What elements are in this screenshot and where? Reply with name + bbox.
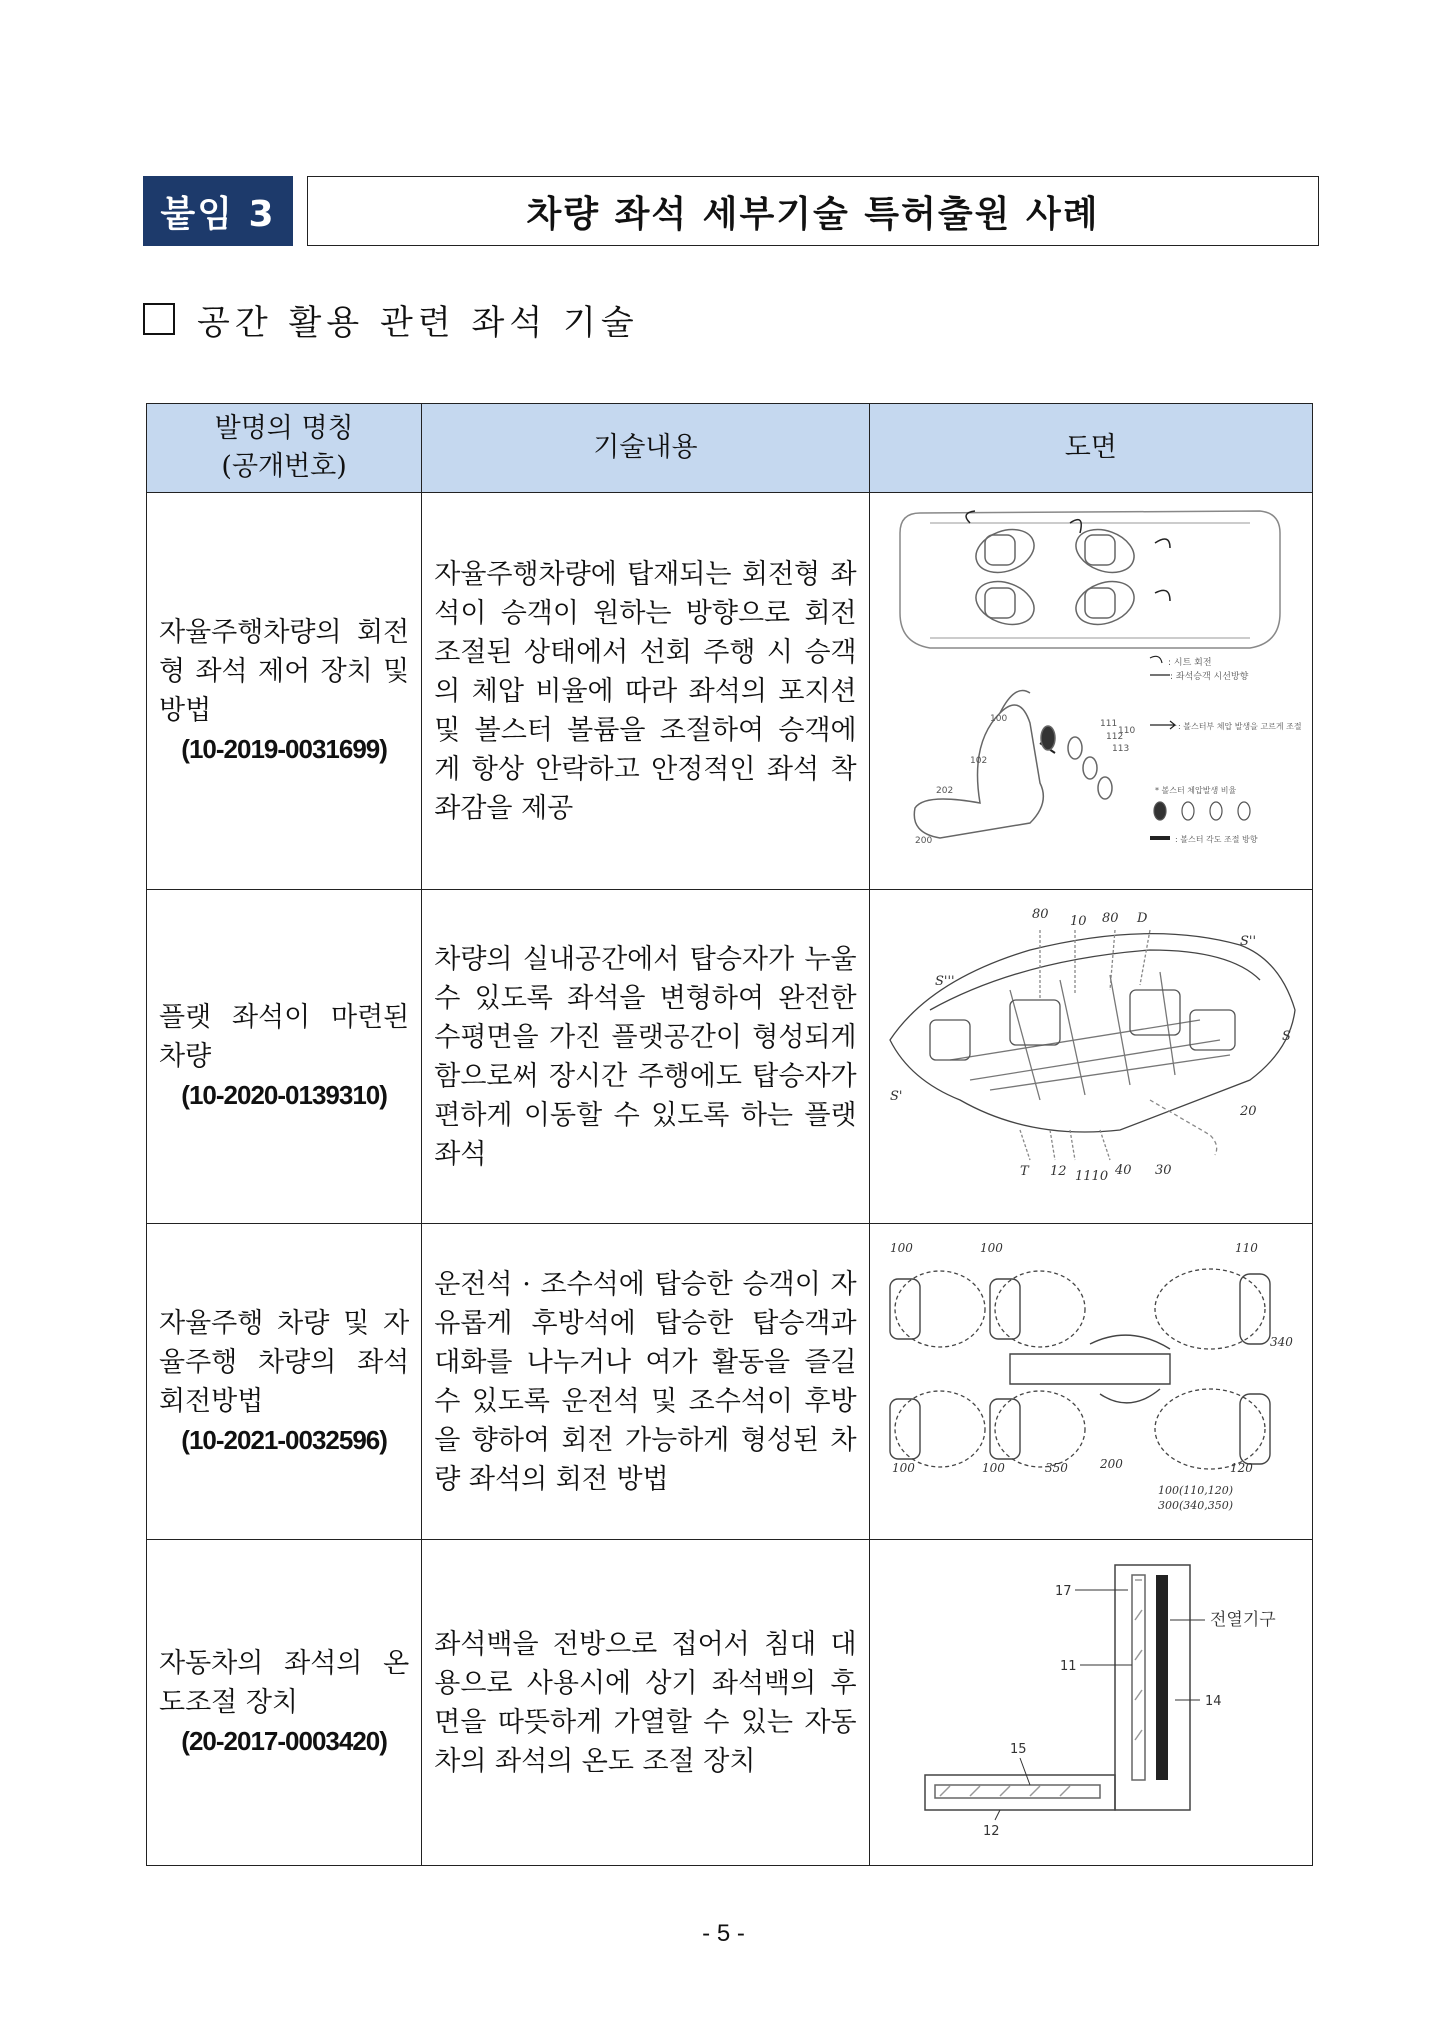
publication-number: (20-2017-0003420) — [181, 1726, 387, 1756]
svg-text:80: 80 — [1031, 907, 1049, 922]
section-title: 공간 활용 관련 좌석 기술 — [197, 302, 639, 343]
svg-text:110: 110 — [1234, 1241, 1258, 1255]
svg-text:12: 12 — [982, 1824, 1000, 1839]
invention-name: 자동차의 좌석의 온도조절 장치 (20-2017-0003420) — [147, 1540, 422, 1866]
svg-text:202: 202 — [935, 786, 953, 796]
svg-text:100: 100 — [979, 1241, 1003, 1255]
svg-text:15: 15 — [1009, 1742, 1027, 1757]
table-row — [147, 890, 1313, 1224]
invention-name: 플랫 좌석이 마련된 차량 (10-2020-0139310) — [147, 890, 422, 1224]
svg-text:T: T — [1019, 1164, 1029, 1179]
svg-text:30: 30 — [1154, 1163, 1172, 1178]
svg-text:: 좌석승객 시선방향: : 좌석승객 시선방향 — [1169, 672, 1248, 682]
svg-text:80: 80 — [1101, 911, 1119, 926]
svg-text:11: 11 — [1059, 1659, 1077, 1674]
svg-text:S'': S'' — [1239, 934, 1256, 949]
svg-text:120: 120 — [1229, 1461, 1253, 1475]
checkbox-icon — [143, 303, 175, 335]
patent-drawing — [869, 493, 1312, 890]
svg-text:100: 100 — [889, 1241, 913, 1255]
invention-name: 자율주행 차량 및 자율주행 차량의 좌석 회전방법 (10-2021-0032596) — [147, 1224, 422, 1540]
seat-heater-drawing-icon — [870, 1540, 1313, 1865]
table-header-row — [147, 404, 1313, 493]
svg-text:300(340,350): 300(340,350) — [1157, 1499, 1233, 1512]
svg-text:112: 112 — [1105, 732, 1123, 742]
svg-text:: 볼스터 각도 조절 방향: : 볼스터 각도 조절 방향 — [1174, 835, 1258, 844]
svg-text:S: S — [1281, 1029, 1291, 1044]
svg-text:350: 350 — [1044, 1461, 1068, 1475]
svg-text:14: 14 — [1204, 1694, 1222, 1709]
patent-drawing — [869, 1540, 1312, 1866]
header-drawing: 도면 — [869, 404, 1312, 493]
svg-text:17: 17 — [1054, 1584, 1072, 1599]
tech-description: 좌석백을 전방으로 접어서 침대 대용으로 사용시에 상기 좌석백의 후면을 따뜻하게 가열할 수 있는 자동차의 좌석의 온도 조절 장치 — [422, 1540, 869, 1866]
page-number: - 5 - — [702, 1920, 745, 1947]
section-heading — [143, 294, 639, 344]
svg-text:D: D — [1136, 911, 1148, 926]
header-name: 발명의 명칭 (공개번호) — [147, 404, 422, 493]
publication-number: (10-2020-0139310) — [181, 1080, 387, 1110]
svg-text:12: 12 — [1049, 1164, 1067, 1179]
patent-table — [146, 403, 1313, 1866]
svg-text:S''': S''' — [934, 974, 955, 989]
table-row — [147, 493, 1313, 890]
svg-text:: 시트 회전: : 시트 회전 — [1167, 658, 1212, 668]
svg-text:전열기구: 전열기구 — [1209, 1610, 1276, 1630]
svg-text:200: 200 — [1099, 1457, 1123, 1471]
svg-text:340: 340 — [1269, 1335, 1293, 1349]
appendix-tag: 붙임 3 — [143, 176, 293, 246]
svg-text:40: 40 — [1114, 1163, 1132, 1178]
publication-number: (10-2021-0032596) — [181, 1424, 387, 1455]
rotating-seat-drawing-icon — [870, 493, 1313, 889]
flat-seat-vehicle-drawing-icon — [870, 890, 1313, 1223]
svg-text:S': S' — [889, 1089, 903, 1104]
svg-text:100: 100 — [981, 1461, 1005, 1475]
tech-description: 운전석 · 조수석에 탑승한 승객이 자유롭게 후방석에 탑승한 탑승객과 대화를 나누거나 여가 활동을 즐길 수 있도록 운전석 및 조수석이 후방을 향하여 회전 가능하게 형성된 차량 좌석의 회전 방법 — [422, 1224, 869, 1540]
patent-drawing — [869, 1224, 1312, 1540]
invention-name: 자율주행차량의 회전형 좌석 제어 장치 및 방법 (10-2019-0031699) — [147, 493, 422, 890]
patent-drawing — [869, 890, 1312, 1224]
svg-text:: 볼스터부 체압 발생을 고르게 조절: : 볼스터부 체압 발생을 고르게 조절 — [1177, 722, 1302, 731]
page-title: 차량 좌석 세부기술 특허출원 사례 — [307, 176, 1319, 246]
svg-text:111: 111 — [1099, 719, 1117, 729]
svg-text:200: 200 — [914, 836, 932, 846]
svg-text:1110: 1110 — [1074, 1169, 1108, 1184]
svg-text:113: 113 — [1111, 744, 1129, 754]
seat-rotation-layout-drawing-icon — [870, 1224, 1313, 1539]
heater-element — [1156, 1575, 1168, 1780]
svg-text:100: 100 — [891, 1461, 915, 1475]
header-content: 기술내용 — [422, 404, 869, 493]
svg-text:10: 10 — [1069, 914, 1087, 929]
tech-description: 차량의 실내공간에서 탑승자가 누울 수 있도록 좌석을 변형하여 완전한 수평면을 가진 플랫공간이 형성되게 함으로써 장시간 주행에도 탑승자가 편하게 이동할 수 있도록 하는 플랫 좌석 — [422, 890, 869, 1224]
publication-number: (10-2019-0031699) — [181, 734, 387, 764]
svg-text:110: 110 — [1117, 726, 1135, 736]
svg-text:20: 20 — [1239, 1104, 1257, 1119]
svg-text:100(110,120): 100(110,120) — [1157, 1484, 1233, 1497]
svg-text:102: 102 — [969, 756, 987, 766]
svg-text:100: 100 — [989, 714, 1007, 724]
svg-text:* 볼스터 체압발생 비율: * 볼스터 체압발생 비율 — [1154, 786, 1236, 795]
table-row — [147, 1224, 1313, 1540]
table-row — [147, 1540, 1313, 1866]
tech-description: 자율주행차량에 탑재되는 회전형 좌석이 승객이 원하는 방향으로 회전 조절된 상태에서 선회 주행 시 승객의 체압 비율에 따라 좌석의 포지션 및 볼스터 볼륨을 조절하여 승객에게 항상 안락하고 안정적인 좌석 착좌감을 제공 — [422, 493, 869, 890]
